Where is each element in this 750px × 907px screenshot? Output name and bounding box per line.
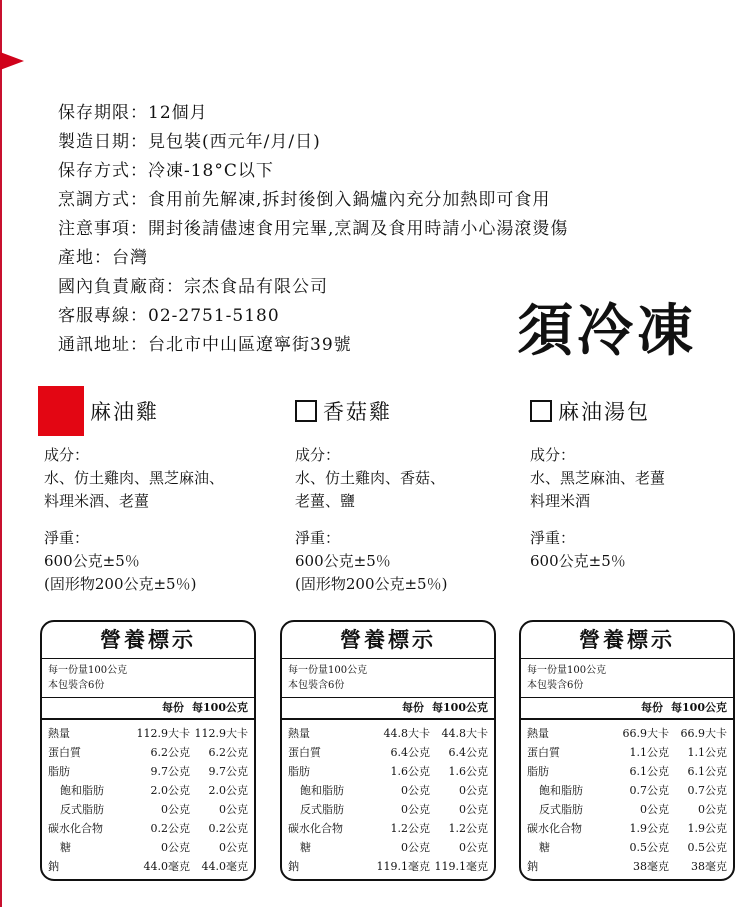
- nutrient-value-per-serving: 0公克: [161, 803, 190, 816]
- nutrition-panel: [40, 620, 256, 881]
- nutrition-title: 營養標示: [521, 622, 733, 659]
- nutrition-row: [282, 724, 494, 743]
- servings-per-pack: 本包裝含6份: [48, 680, 105, 691]
- nutrient-name: 蛋白質: [48, 746, 81, 759]
- column-per-serving: 每份: [162, 701, 185, 714]
- ingredients-line: 水、仿土雞肉、香菇、: [295, 469, 446, 487]
- info-cooking: 烹調方式：食用前先解凍,拆封後倒入鍋爐內充分加熱即可食用: [58, 190, 551, 210]
- nutrient-value-per-100g: 1.1公克: [687, 746, 727, 759]
- net-weight-line: 600公克±5％: [530, 552, 626, 570]
- nutrient-name: 脂肪: [48, 765, 70, 778]
- nutrition-column-headers: [521, 697, 733, 720]
- nutrition-title: 營養標示: [42, 622, 254, 659]
- nutrient-name: 反式脂肪: [300, 803, 344, 816]
- nutrient-name: 鈉: [288, 860, 299, 873]
- selected-marker-icon: [38, 386, 84, 436]
- nutrient-value-per-serving: 1.6公克: [390, 765, 430, 778]
- ingredients-line: 料理米酒: [530, 492, 591, 510]
- left-edge-line: [0, 0, 2, 907]
- product-name: 麻油雞: [90, 400, 159, 424]
- nutrient-value-per-serving: 44.0毫克: [143, 860, 190, 873]
- nutrient-value-per-100g: 6.2公克: [208, 746, 248, 759]
- net-weight-label: 淨重：: [530, 529, 576, 547]
- nutrient-value-per-100g: 44.0毫克: [201, 860, 248, 873]
- column-per-100g: 每100公克: [671, 701, 727, 714]
- nutrient-value-per-100g: 2.0公克: [208, 784, 248, 797]
- nutrient-value-per-100g: 66.9大卡: [680, 727, 727, 740]
- column-per-serving: 每份: [402, 701, 425, 714]
- nutrient-value-per-100g: 1.9公克: [687, 822, 727, 835]
- nutrition-panel: [280, 620, 496, 881]
- info-shelf-life: 保存期限：12個月: [58, 103, 208, 123]
- nutrition-row: [282, 857, 494, 876]
- servings-per-pack: 本包裝含6份: [527, 680, 584, 691]
- nutrient-name: 脂肪: [288, 765, 310, 778]
- nutrition-row: [521, 819, 733, 838]
- product-column-sesame-soup-pack: [530, 386, 750, 573]
- product-column-mushroom-chicken: [295, 386, 535, 596]
- nutrition-meta: [42, 659, 254, 697]
- nutrition-row: [521, 857, 733, 876]
- nutrient-value-per-serving: 119.1毫克: [376, 860, 430, 873]
- nutrient-value-per-100g: 0.5公克: [687, 841, 727, 854]
- nutrient-name: 碳水化合物: [288, 822, 343, 835]
- serving-size: 每一份量100公克: [288, 665, 368, 676]
- nutrient-value-per-100g: 1.6公克: [448, 765, 488, 778]
- nutrient-value-per-serving: 6.4公克: [390, 746, 430, 759]
- net-weight-line: (固形物200公克±5％): [295, 575, 448, 593]
- nutrient-name: 反式脂肪: [539, 803, 583, 816]
- nutrition-column-headers: [42, 697, 254, 720]
- nutrient-value-per-100g: 0公克: [219, 803, 248, 816]
- nutrient-value-per-serving: 0公克: [401, 803, 430, 816]
- nutrient-name: 飽和脂肪: [60, 784, 104, 797]
- info-manufacturer: 國內負責廠商：宗杰食品有限公司: [58, 277, 328, 297]
- nutrition-row: [42, 781, 254, 800]
- nutrition-title: 營養標示: [282, 622, 494, 659]
- nutrition-row: [521, 838, 733, 857]
- ingredients-label: 成分：: [530, 446, 576, 464]
- nutrient-name: 蛋白質: [288, 746, 321, 759]
- nutrition-row: [521, 781, 733, 800]
- nutrition-row: [521, 743, 733, 762]
- nutrition-row: [521, 800, 733, 819]
- ingredients-line: 料理米酒、老薑: [44, 492, 150, 510]
- product-name: 麻油湯包: [558, 400, 650, 424]
- nutrition-row: [42, 724, 254, 743]
- nutrient-value-per-100g: 1.2公克: [448, 822, 488, 835]
- product-header: [44, 386, 284, 436]
- nutrient-value-per-100g: 119.1毫克: [434, 860, 488, 873]
- nutrition-row: [42, 800, 254, 819]
- nutrient-value-per-serving: 38毫克: [633, 860, 669, 873]
- nutrition-rows: [42, 720, 254, 876]
- nutrition-row: [42, 857, 254, 876]
- nutrient-value-per-serving: 6.2公克: [150, 746, 190, 759]
- nutrition-meta: [282, 659, 494, 697]
- product-header: [530, 386, 750, 436]
- nutrient-value-per-serving: 0公克: [161, 841, 190, 854]
- product-info-block: [58, 99, 568, 360]
- nutrient-name: 熱量: [48, 727, 70, 740]
- nutrient-value-per-serving: 0公克: [401, 841, 430, 854]
- nutrient-name: 飽和脂肪: [539, 784, 583, 797]
- info-notes: 注意事項：開封後請儘速食用完畢,烹調及食用時請小心湯滾燙傷: [58, 219, 569, 239]
- nutrient-value-per-serving: 0公克: [640, 803, 669, 816]
- nutrient-value-per-100g: 0公克: [459, 803, 488, 816]
- nutrition-column-headers: [282, 697, 494, 720]
- nutrient-value-per-100g: 38毫克: [691, 860, 727, 873]
- nutrient-name: 碳水化合物: [48, 822, 103, 835]
- checkbox-icon: [295, 400, 317, 422]
- info-origin: 產地：台灣: [58, 248, 148, 268]
- servings-per-pack: 本包裝含6份: [288, 680, 345, 691]
- nutrition-row: [282, 762, 494, 781]
- nutrient-value-per-100g: 9.7公克: [208, 765, 248, 778]
- nutrition-row: [282, 743, 494, 762]
- nutrient-value-per-100g: 0公克: [698, 803, 727, 816]
- nutrient-name: 糖: [539, 841, 550, 854]
- nutrient-value-per-100g: 0.7公克: [687, 784, 727, 797]
- nutrient-value-per-serving: 44.8大卡: [383, 727, 430, 740]
- nutrient-value-per-serving: 1.2公克: [390, 822, 430, 835]
- nutrition-row: [521, 762, 733, 781]
- nutrient-name: 鈉: [527, 860, 538, 873]
- serving-size: 每一份量100公克: [527, 665, 607, 676]
- nutrient-name: 脂肪: [527, 765, 549, 778]
- nutrient-value-per-100g: 0公克: [459, 784, 488, 797]
- nutrient-value-per-serving: 1.1公克: [629, 746, 669, 759]
- nutrient-name: 碳水化合物: [527, 822, 582, 835]
- nutrient-name: 糖: [60, 841, 71, 854]
- ingredients-line: 水、黑芝麻油、老薑: [530, 469, 666, 487]
- nutrient-value-per-100g: 0公克: [219, 841, 248, 854]
- nutrient-value-per-serving: 0.2公克: [150, 822, 190, 835]
- ingredients-label: 成分：: [295, 446, 341, 464]
- nutrition-row: [282, 819, 494, 838]
- net-weight-line: (固形物200公克±5％): [44, 575, 197, 593]
- nutrient-name: 蛋白質: [527, 746, 560, 759]
- nutrition-row: [282, 800, 494, 819]
- nutrient-value-per-100g: 112.9大卡: [194, 727, 248, 740]
- info-address: 通訊地址：台北市中山區遼寧街39號: [58, 335, 352, 355]
- keep-frozen-stamp: 須冷凍: [517, 298, 697, 364]
- nutrition-row: [42, 819, 254, 838]
- nutrient-name: 熱量: [288, 727, 310, 740]
- ingredients-line: 水、仿土雞肉、黑芝麻油、: [44, 469, 225, 487]
- nutrition-row: [282, 781, 494, 800]
- info-storage: 保存方式：冷凍-18°C以下: [58, 161, 274, 181]
- nutrient-name: 熱量: [527, 727, 549, 740]
- serving-size: 每一份量100公克: [48, 665, 128, 676]
- nutrient-name: 糖: [300, 841, 311, 854]
- nutrient-value-per-serving: 9.7公克: [150, 765, 190, 778]
- nutrition-rows: [521, 720, 733, 876]
- nutrient-value-per-serving: 0.5公克: [629, 841, 669, 854]
- nutrient-value-per-100g: 0公克: [459, 841, 488, 854]
- nutrition-panel: [519, 620, 735, 881]
- nutrient-value-per-serving: 1.9公克: [629, 822, 669, 835]
- nutrient-value-per-100g: 44.8大卡: [441, 727, 488, 740]
- ingredients-line: 老薑、鹽: [295, 492, 356, 510]
- nutrition-row: [282, 838, 494, 857]
- info-hotline: 客服專線：02-2751-5180: [58, 306, 280, 326]
- nutrient-value-per-serving: 0公克: [401, 784, 430, 797]
- column-per-100g: 每100公克: [192, 701, 248, 714]
- left-arrow-marker: [0, 52, 24, 70]
- nutrient-value-per-serving: 6.1公克: [629, 765, 669, 778]
- column-per-serving: 每份: [641, 701, 664, 714]
- nutrient-name: 鈉: [48, 860, 59, 873]
- nutrient-name: 反式脂肪: [60, 803, 104, 816]
- ingredients-label: 成分：: [44, 446, 90, 464]
- nutrition-row: [42, 743, 254, 762]
- info-manufacture-date: 製造日期：見包裝(西元年/月/日): [58, 132, 321, 152]
- nutrient-name: 飽和脂肪: [300, 784, 344, 797]
- net-weight-label: 淨重：: [44, 529, 90, 547]
- checkbox-icon: [530, 400, 552, 422]
- nutrient-value-per-100g: 6.1公克: [687, 765, 727, 778]
- nutrient-value-per-serving: 0.7公克: [629, 784, 669, 797]
- product-name: 香菇雞: [323, 400, 392, 424]
- net-weight-label: 淨重：: [295, 529, 341, 547]
- nutrient-value-per-serving: 112.9大卡: [136, 727, 190, 740]
- nutrition-row: [521, 724, 733, 743]
- product-header: [295, 386, 535, 436]
- nutrition-meta: [521, 659, 733, 697]
- product-column-sesame-chicken: [44, 386, 284, 596]
- nutrition-rows: [282, 720, 494, 876]
- nutrient-value-per-100g: 6.4公克: [448, 746, 488, 759]
- nutrition-row: [42, 762, 254, 781]
- net-weight-line: 600公克±5％: [44, 552, 140, 570]
- nutrition-row: [42, 838, 254, 857]
- nutrient-value-per-serving: 66.9大卡: [622, 727, 669, 740]
- column-per-100g: 每100公克: [432, 701, 488, 714]
- nutrient-value-per-100g: 0.2公克: [208, 822, 248, 835]
- net-weight-line: 600公克±5％: [295, 552, 391, 570]
- nutrient-value-per-serving: 2.0公克: [150, 784, 190, 797]
